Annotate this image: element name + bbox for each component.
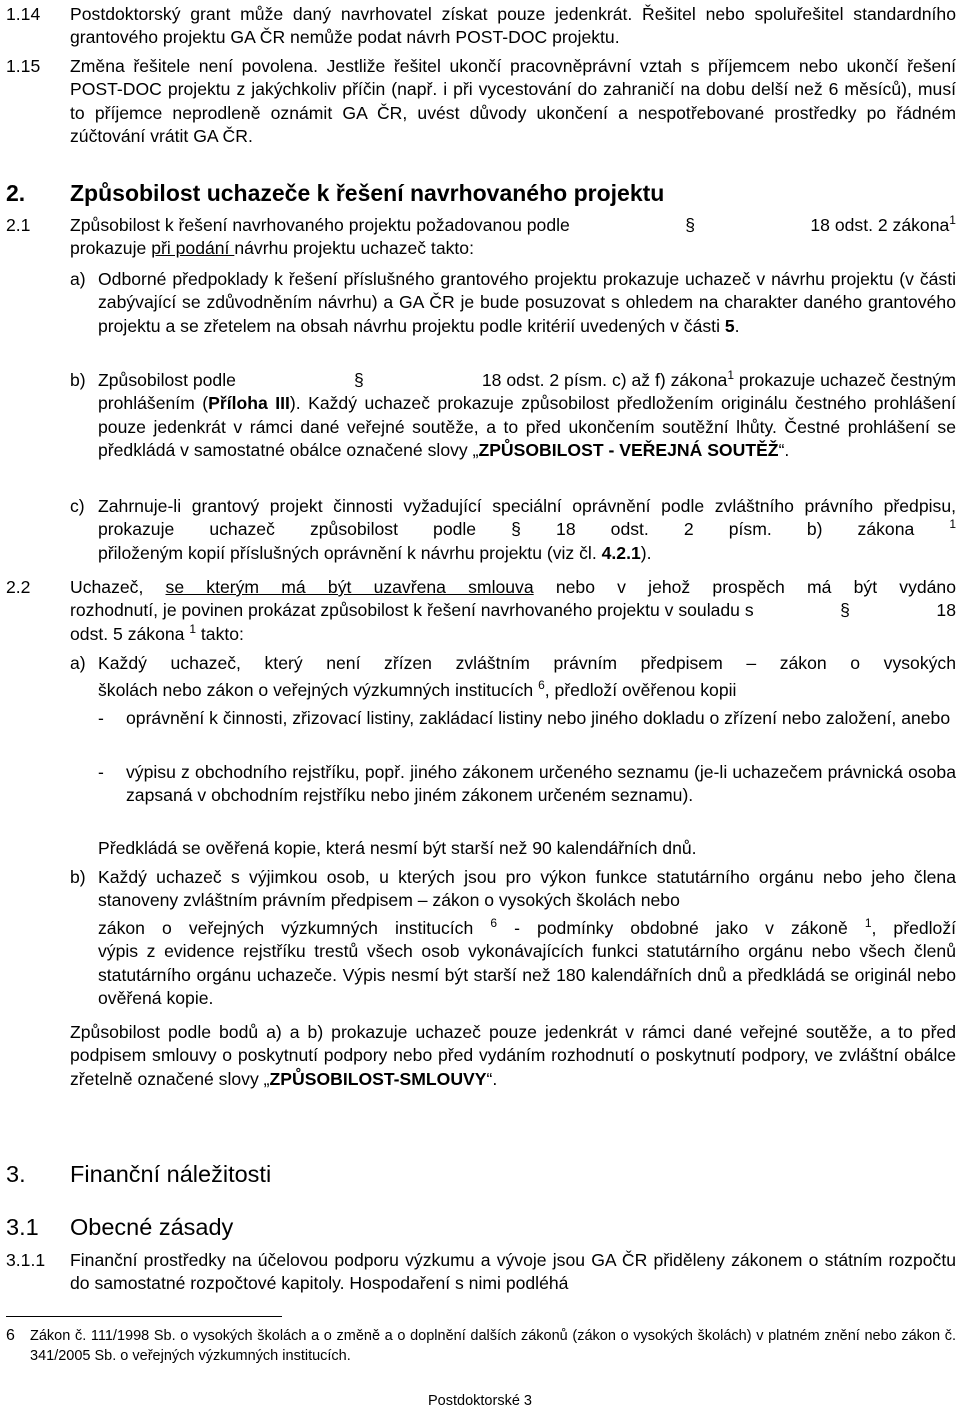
list-item-c: c) Zahrnuje-li grantový projekt činnosti vyžadující speciální oprávnění podle zvláštního právního předpisu, prokazuje uchazeč způsobilost podle § 18 odst. 2 písm. b) zákona $^1$ přiloženým kopií příslušných oprávnění k návrhu projektu (viz čl. 4.2.1). (70, 496, 957, 563)
page-footer: Postdoktorské 3 (428, 1393, 532, 1409)
list-item-a: a) Každý uchazeč, který není zřízen zvláštním právním předpisem – zákon o vysokých školách nebo zákon o veřejných výzkumných institucích $^6$, předloží ověřenou kopii - oprávnění k činnosti, zřizovací listiny, zakládací listiny nebo jiného dokladu o zřízení nebo založení, anebo - výpisu z obchodního rejstříku, popř. jiného zákonem určeného seznamu (je-li uchazečem právnická osoba zapsaná v obchodním rejstříku nebo jiném zákonem určeném seznamu). Předkládá se ověřená kopie, která nesmí být starší než 90 kalendářních dnů. (70, 653, 956, 858)
paragraph-number: 1.15 (6, 56, 41, 76)
paragraph-number: 2.1 (6, 215, 31, 235)
paragraph-2-2: 2.2 Uchazeč, se kterým má být uzavřena smlouva nebo v jehož prospěch má být vydáno rozhodnutí, je povinen prokázat způsobilost k řešení navrhovaného projektu v souladu s § 18 odst. 5 zákona $^1$ takto: a) Každý uchazeč, který není zřízen zvláštním právním předpisem – zákon o vysokých školách nebo zákon o veřejných výzkumných institucích $^6$, předloží ověřenou kopii - oprávnění k činnosti, zřizovací listiny, zakládací listiny nebo jiného dokladu o zřízení nebo založení, anebo - výpisu z obchodního rejstříku, popř. jiného zákonem určeného seznamu (je-li uchazečem právnická osoba zapsaná v obchodním rejstříku nebo jiném zákonem určeném seznamu). Předkládá se ověřená kopie, která nesmí být starší než 90 kalendářních dnů. b) Každý uchazeč s výjimkou osob, u kterých jsou pro výkon funkce statutárního orgánu nebo jeho člena stanoveny zvláštním právním předpisem – zákon o vysokých školách nebo zákon o veřejných výzkumných institucích $^6$ - podmínky obdobné jako v zákoně $^1$, předloží výpis z evidence rejstříku trestů všech osob vykonávajících funkci statutárního orgánu nebo všech členů statutárního orgánu uchazeče. Výpis nesmí být starší než 180 kalendářních dnů a předkládá se originál nebo ověřená kopie. Způsobilost podle bodů a) a b) prokazuje uchazeč pouze jedenkrát v rámci dané veřejné soutěže, a to před podpisem smlouvy o poskytnutí podpory nebo před vydáním rozhodnutí o poskytnutí podpory, ve zvláštní obálce zřetelně označené slovy „ZPŮSOBILOST-SMLOUVY“. (6, 576, 956, 1124)
section-sign: § (354, 370, 364, 390)
paragraph-text: Změna řešitele není povolena. Jestliže řešitel ukončí pracovněprávní vztah s příjemcem nebo ukončí řešení POST-DOC projektu z jakýchkoliv příčin (např. i při vycestování do zahraničí na dobu delší než 6 měsíců), musí to příjemce neprodleně oznámit GA ČR, uvést důvody ukončení a nespotřebované prostředky po řádném zúčtování vrátit GA ČR. (70, 56, 956, 147)
section-title: Finanční náležitosti (70, 1161, 272, 1187)
paragraph-1-14 (6, 3, 956, 50)
dash-item-2: - výpisu z obchodního rejstříku, popř. jiného zákonem určeného seznamu (je-li uchazečem právnická osoba zapsaná v obchodním rejstříku nebo jiném zákonem určeném seznamu). (98, 761, 956, 806)
list-item-a: a) Odborné předpoklady k řešení příslušného grantového projektu prokazuje uchazeč v návrhu projektu (v části zabývající se zdůvodněním návrhu) a GA ČR je bude posuzovat s ohledem na charakter daného grantového projektu a se zřetelem na obsah návrhu projektu podle kritérií uvedených v části 5. (70, 269, 956, 336)
section-title: Způsobilost uchazeče k řešení navrhovaného projektu (70, 180, 665, 206)
section-number: 2. (6, 180, 26, 206)
list-item-b: b) Každý uchazeč s výjimkou osob, u kterých jsou pro výkon funkce statutárního orgánu nebo jeho člena stanoveny zvláštním právním předpisem – zákon o vysokých školách nebo zákon o veřejných výzkumných institucích $^6$ - podmínky obdobné jako v zákoně $^1$, předloží výpis z evidence rejstříku trestů všech osob vykonávajících funkci statutárního orgánu nebo všech členů statutárního orgánu uchazeče. Výpis nesmí být starší než 180 kalendářních dnů a předkládá se originál nebo ověřená kopie. (70, 867, 957, 1009)
paragraph-2-1 (6, 214, 956, 564)
section-title: Obecné zásady (70, 1214, 234, 1240)
closing-paragraph: Způsobilost podle bodů a) a b) prokazuje uchazeč pouze jedenkrát v rámci dané veřejné soutěže, a to před podpisem smlouvy o poskytnutí podpory nebo před vydáním rozhodnutí o poskytnutí podpory, ve zvláštní obálce zřetelně označené slovy „ZPŮSOBILOST-SMLOUVY“. (70, 1022, 956, 1089)
footnote-rule (6, 1316, 282, 1317)
section-sign: § (511, 519, 521, 540)
paragraph-number: 2.2 (6, 577, 31, 597)
dash-item-1: - oprávnění k činnosti, zřizovací listiny, zakládací listiny nebo jiného dokladu o zřízení nebo založení, anebo (98, 707, 951, 728)
document-page: 1.14 Postdoktorský grant může daný navrhovatel získat pouze jedenkrát. Řešitel nebo spoluřešitel standardního grantového projektu GA ČR nemůže podat návrh POST-DOC projektu. 1.15 Změna řešitele není povolena. Jestliže řešitel ukončí pracovněprávní vztah s příjemcem nebo ukončí řešení POST-DOC projektu z jakýchkoliv příčin (např. i při vycestování do zahraničí na dobu delší než 6 měsíců), musí to příjemce neprodleně oznámit GA ČR, uvést důvody ukončení a nespotřebované prostředky po řádném zúčtování vrátit GA ČR. 2. Způsobilost uchazeče k řešení navrhovaného projektu 2.1 Způsobilost k řešení navrhovaného projektu požadovanou podle § 18 odst. 2 zákona$^1$ prokazuje při podání návrhu projektu uchazeč takto: a) Odborné předpoklady k řešení příslušného grantového projektu prokazuje uchazeč v návrhu projektu (v části zabývající se zdůvodněním návrhu) a GA ČR je bude posuzovat s ohledem na charakter daného grantového projektu a se zřetelem na obsah návrhu projektu podle kritérií uvedených v části 5. b) Způsobilost podle § 18 odst. 2 písm. c) až f) zákona$^1$ prokazuje uchazeč čestným prohlášením (Příloha III). Každý uchazeč prokazuje způsobilost předložením originálu čestného prohlášení pouze jedenkrát v rámci dané veřejné soutěže, a to před ukončením soutěžní lhůty. Čestné prohlášení se předkládá v samostatné obálce označené slovy „ZPŮSOBILOST - VEŘEJNÁ SOUTĚŽ“. c) Zahrnuje-li grantový projekt činnosti vyžadující speciální oprávnění podle zvláštního právního předpisu, prokazuje uchazeč způsobilost podle § 18 odst. 2 písm. b) zákona $^1$ přiloženým kopií příslušných oprávnění k návrhu projektu (viz čl. 4.2.1). 2.2 Uchazeč, se kterým má být uzavřena smlouva nebo v jehož prospěch má být vydáno rozhodnutí, je povinen prokázat způsobilost k řešení navrhovaného projektu v souladu s § 18 odst. 5 zákona $^1$ takto: a) Každý uchazeč, který není zřízen zvláštním právním předpisem – zákon o vysokých školách nebo zákon o veřejných výzkumných institucích $^6$, předloží ověřenou kopii - oprávnění k činnosti, zřizovací listiny, zakládací listiny nebo jiného dokladu o zřízení nebo založení, anebo - výpisu z obchodního rejstříku, popř. jiného zákonem určeného seznamu (je-li uchazečem právnická osoba zapsaná v obchodním rejstříku nebo jiném zákonem určeném seznamu). Předkládá se ověřená kopie, která nesmí být starší než 90 kalendářních dnů. b) Každý uchazeč s výjimkou osob, u kterých jsou pro výkon funkce statutárního orgánu nebo jeho člena stanoveny zvláštním právním předpisem – zákon o vysokých školách nebo zákon o veřejných výzkumných institucích $^6$ - podmínky obdobné jako v zákoně $^1$, předloží výpis z evidence rejstříku trestů všech osob vykonávajících funkci statutárního orgánu nebo všech členů statutárního orgánu uchazeče. Výpis nesmí být starší než 180 kalendářních dnů a předkládá se originál nebo ověřená kopie. Způsobilost podle bodů a) a b) prokazuje uchazeč pouze jedenkrát v rámci dané veřejné soutěže, a to před podpisem smlouvy o poskytnutí podpory nebo před vydáním rozhodnutí o poskytnutí podpory, ve zvláštní obálce zřetelně označené slovy „ZPŮSOBILOST-SMLOUVY“. 3. Finanční náležitosti 3.1 Obecné zásady 3.1.1 Finanční prostředky na účelovou podporu výzkumu a vývoje jsou GA ČR přiděleny zákonem o státním rozpočtu do samostatné rozpočtové kapitoly. Hospodaření s nimi podléhá 6 Zákon č. 111/1998 Sb. o vysokých školách a o změně a o doplnění dalších zákonů (zákon o vysokých školách) v platném znění nebo zákon č. 341/2005 Sb. o veřejných výzkumných institucích. Postdoktorské 3 (0, 0, 960, 1410)
paragraph-3-1-1: 3.1.1 Finanční prostředky na účelovou podporu výzkumu a vývoje jsou GA ČR přiděleny zákonem o státním rozpočtu do samostatné rozpočtové kapitoly. Hospodaření s nimi podléhá (6, 1250, 956, 1294)
paragraph-text: Způsobilost k řešení navrhovaného projektu požadovanou podle § 18 odst. 2 zákona$^1$ prokazuje při podání návrhu projektu uchazeč takto: (70, 213, 956, 259)
list-item-b: b) Způsobilost podle § 18 odst. 2 písm. c) až f) zákona$^1$ prokazuje uchazeč čestným prohlášením (Příloha III). Každý uchazeč prokazuje způsobilost předložením originálu čestného prohlášení pouze jedenkrát v rámci dané veřejné soutěže, a to před ukončením soutěžní lhůty. Čestné prohlášení se předkládá v samostatné obálce označené slovy „ZPŮSOBILOST - VEŘEJNÁ SOUTĚŽ“. (70, 368, 956, 461)
paragraph-1-15 (6, 55, 956, 153)
paragraph-text: Postdoktorský grant může daný navrhovatel získat pouze jedenkrát. Řešitel nebo spoluřešitel standardního grantového projektu GA ČR nemůže podat návrh POST-DOC projektu. (70, 4, 956, 48)
paragraph-number: 1.14 (6, 4, 41, 24)
section-sign: § (685, 215, 695, 235)
section-sign: § (840, 600, 850, 621)
